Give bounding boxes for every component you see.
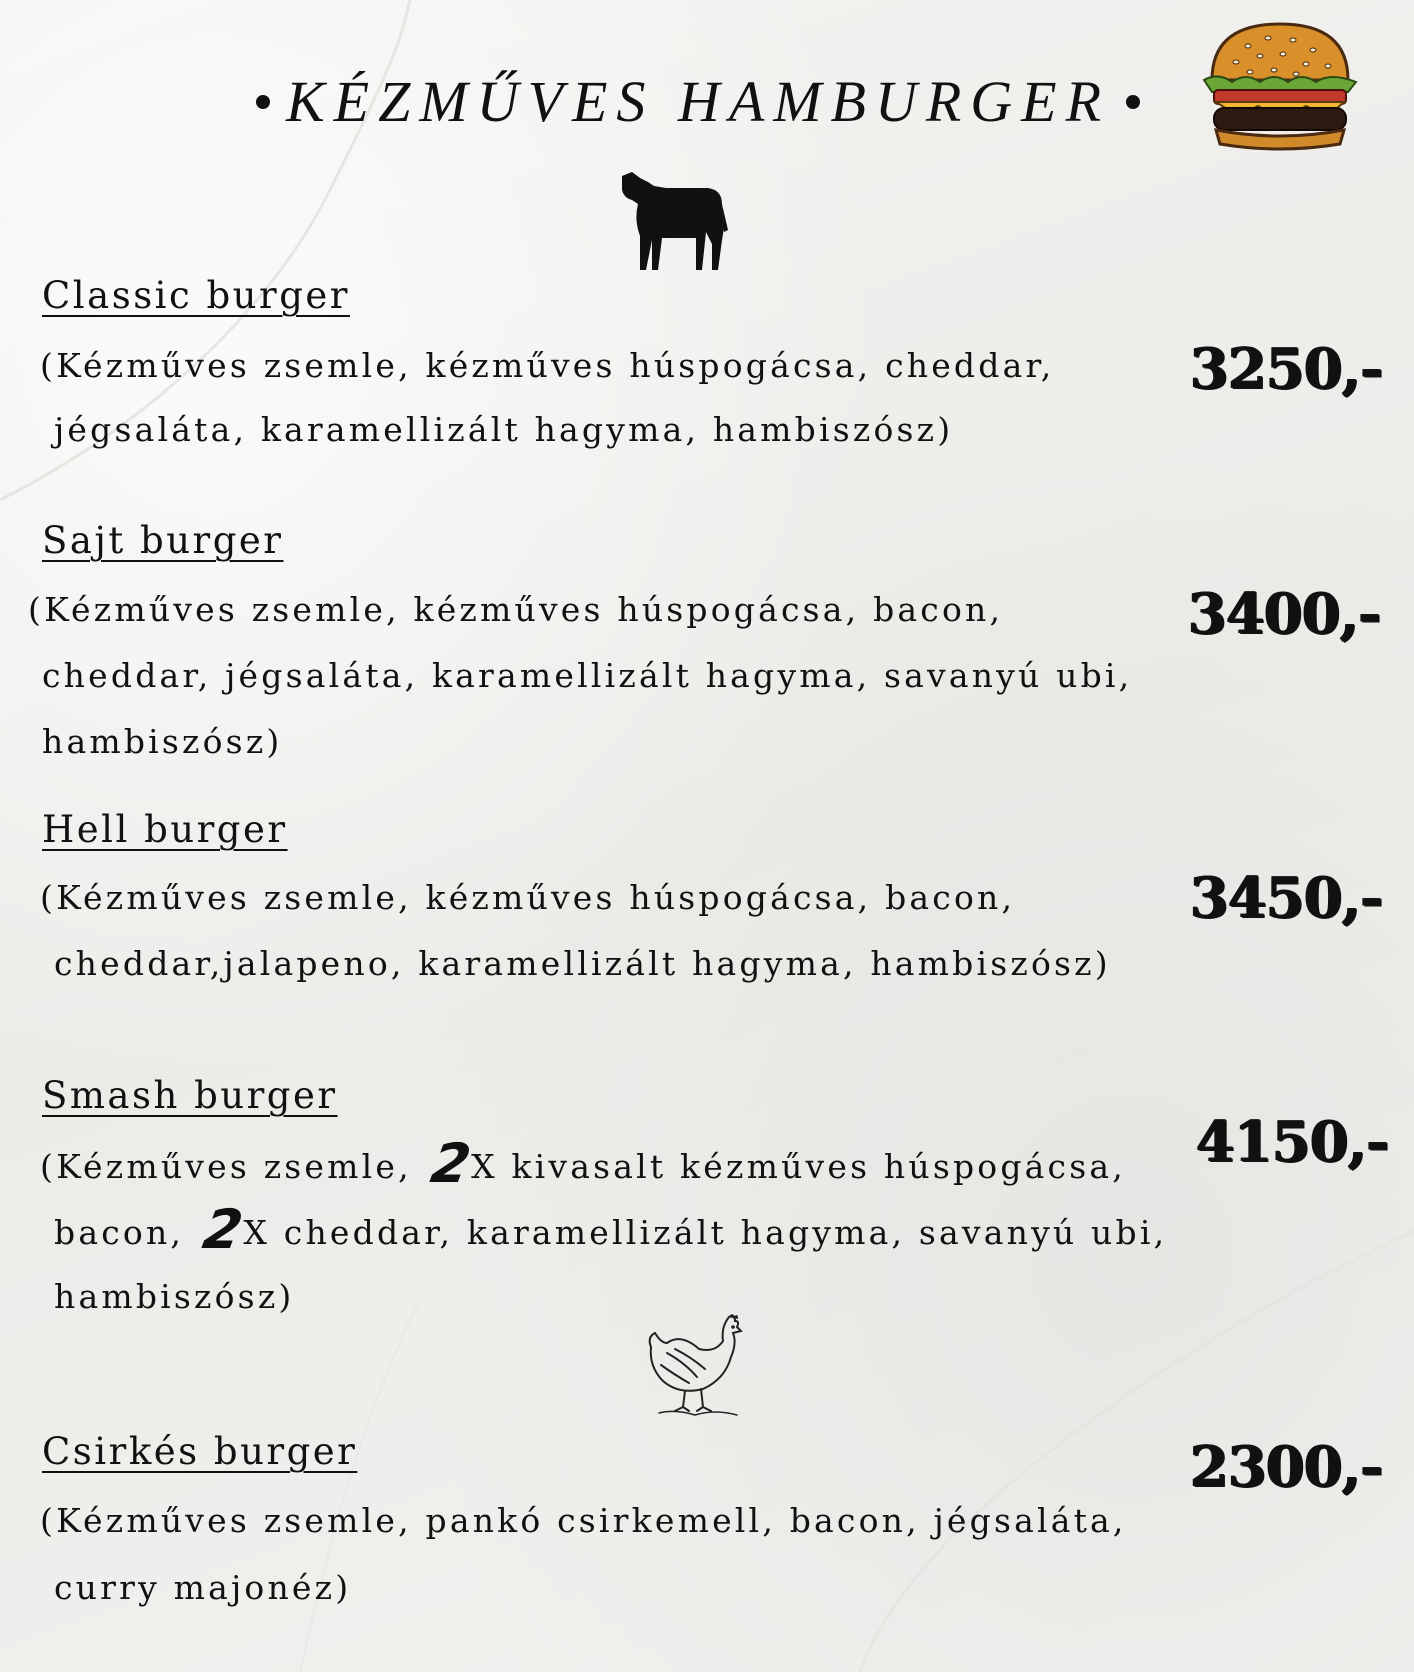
item-description-line: jégsaláta, karamellizált hagyma, hambiszósz) xyxy=(54,410,954,449)
item-description-line: (Kézműves zsemle, kézműves húspogácsa, cheddar, xyxy=(40,346,1055,385)
item-description-line: cheddar, jégsaláta, karamellizált hagyma, savanyú ubi, xyxy=(42,656,1133,695)
cow-icon xyxy=(618,170,728,274)
menu-title xyxy=(240,62,1160,142)
item-name: Hell burger xyxy=(42,808,288,851)
item-name: Csirkés burger xyxy=(42,1430,358,1473)
item-description-line xyxy=(40,1132,1126,1195)
title-bullet-left xyxy=(256,95,270,109)
item-description-line: hambiszósz) xyxy=(42,722,283,761)
item-price: 3450,- xyxy=(1190,865,1383,931)
item-name: Smash burger xyxy=(42,1074,338,1117)
menu-title-text: KÉZMŰVES HAMBURGER xyxy=(286,69,1111,134)
desc-text: (Kézműves zsemle, xyxy=(40,1147,426,1186)
item-description-line: curry majonéz) xyxy=(54,1568,352,1607)
item-price: 3250,- xyxy=(1190,336,1383,402)
item-description-line: (Kézműves zsemle, pankó csirkemell, bacon, jégsaláta, xyxy=(40,1501,1127,1540)
burger-icon xyxy=(1198,18,1362,154)
item-price: 4150,- xyxy=(1196,1109,1389,1175)
item-description-line: hambiszósz) xyxy=(54,1277,295,1316)
item-name: Classic burger xyxy=(42,274,350,317)
item-description-line: cheddar,jalapeno, karamellizált hagyma, hambiszósz) xyxy=(54,944,1111,983)
item-description-line: (Kézműves zsemle, kézműves húspogácsa, bacon, xyxy=(28,590,1004,629)
item-price: 3400,- xyxy=(1188,581,1381,647)
title-bullet-right xyxy=(1126,95,1140,109)
double-count: 2 xyxy=(426,1132,475,1195)
hen-icon xyxy=(645,1313,745,1423)
desc-text: X cheddar, karamellizált hagyma, savanyú ubi, xyxy=(243,1213,1168,1252)
item-name: Sajt burger xyxy=(42,519,284,562)
desc-text: bacon, xyxy=(54,1213,198,1252)
item-price: 2300,- xyxy=(1190,1434,1383,1500)
desc-text: X kivasalt kézműves húspogácsa, xyxy=(471,1147,1126,1186)
item-description-line xyxy=(54,1198,1168,1261)
double-count: 2 xyxy=(198,1198,248,1261)
item-description-line: (Kézműves zsemle, kézműves húspogácsa, bacon, xyxy=(40,878,1016,917)
